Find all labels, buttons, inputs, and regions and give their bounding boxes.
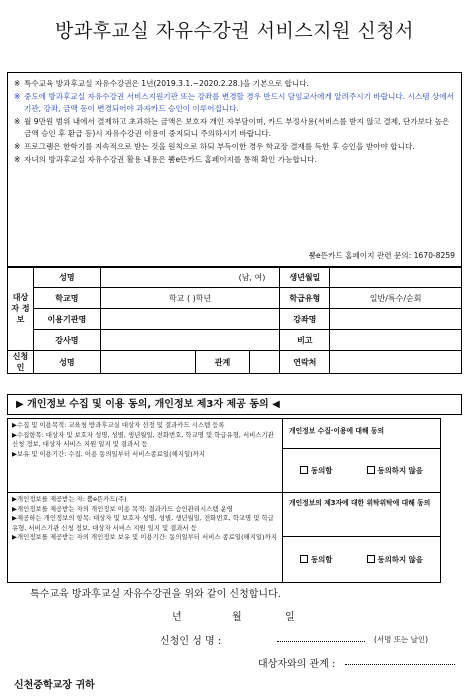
- contact-label: 연락처: [280, 351, 330, 374]
- gender-field[interactable]: (남, 여): [100, 267, 280, 288]
- third-party-agree-option[interactable]: 동의함: [300, 554, 332, 565]
- grade-field[interactable]: 학교 ( )학년: [100, 288, 280, 309]
- target-info-label: 대상자 정보: [8, 267, 34, 351]
- consent-choices: [283, 419, 440, 582]
- collection-agree-option[interactable]: 동의함: [300, 465, 332, 476]
- notice-line: ※ 프로그램은 한학기를 지속적으로 받는 것을 원칙으로 하되 부득이한 경우 학교장 결재를 득한 후 승인을 받아야 합니다.: [14, 141, 415, 151]
- applicant-label: 신청인: [8, 351, 34, 374]
- notice-line: ※ 중도에 방과후교실 자유수강권 서비스지원기관 또는 강좌를 변경할 경우 반드시 담임교사에게 알려주시기 바랍니다. 시스템 상에서 기관, 강좌, 금액 등이 변경되어야 과자카드 승인이 이루어집니다.: [14, 91, 454, 114]
- birth-field[interactable]: [330, 267, 462, 288]
- signature-label: 신청인 성 명 :: [160, 636, 222, 647]
- notice-line: ※ 특수교육 방과후교실 자유수강권은 1년(2019.3.1.~2020.2.28.)을 기본으로 합니다.: [14, 79, 309, 88]
- course-label: 강좌명: [280, 309, 330, 330]
- applicant-name-label: 성명: [33, 351, 100, 374]
- signature-note: (서명 또는 날인): [374, 635, 429, 644]
- applicant-name-field[interactable]: [100, 351, 195, 374]
- addressee: 신천중학교장 귀하: [14, 680, 95, 691]
- consent-box: [7, 418, 441, 583]
- third-party-disagree-option[interactable]: 동의하지 않음: [367, 554, 423, 565]
- note-field[interactable]: [330, 330, 462, 351]
- school-label: 학교명: [33, 288, 100, 309]
- notice-line: ※ 월 9만원 범위 내에서 결제하고 초과하는 금액은 보호자 개인 자부담이며, 카드 부정사용(서비스를 받지 않고 결제, 단가보다 높은 금액 승인 후 환급 등)시 자유수강권 이용이 중지되니 주의하시기 바랍니다.: [14, 116, 450, 139]
- notice-box: [7, 72, 462, 268]
- signature-line[interactable]: [277, 641, 365, 642]
- course-field[interactable]: [330, 309, 462, 330]
- collection-consent-question: 개인정보 수집·이용에 대해 동의: [283, 419, 440, 449]
- relation-line[interactable]: [345, 664, 455, 665]
- page-title: 방과후교실 자유수강권 서비스지원 신청서: [55, 20, 414, 42]
- instructor-label: 강사명: [33, 330, 100, 351]
- date-year-label: 년: [172, 612, 182, 623]
- institution-field[interactable]: [100, 309, 280, 330]
- note-label: 비고: [280, 330, 330, 351]
- consent-section-title: ▶ 개인정보 수집 및 이용 동의, 개인정보 제3자 제공 동의 ◀: [7, 394, 462, 415]
- class-type-label: 학급유형: [280, 288, 330, 309]
- collection-consent-options: [283, 449, 440, 493]
- relation-label: 관계: [195, 351, 250, 374]
- checkbox-icon[interactable]: [367, 555, 375, 563]
- institution-label: 이용기관명: [33, 309, 100, 330]
- collection-details: ▶수집 및 이용목적: 교육청 방과후교실 대상자 선정 및 결과카드 시스템 등록 ▶수집항목: 대상자 및 보호자 성명, 성별, 생년월일, 전화번호, 학교명 및 학급유형, 서비스기관 신청 정보, 대상자 서비스 지원 일지 및 결과서 등 ▶보유 및 이용기간: 수집, 이용 동의일부터 서비스종료일(해지일)까지: [8, 419, 282, 493]
- name-label: 성명: [33, 267, 100, 288]
- birth-label: 생년월일: [280, 267, 330, 288]
- consent-details: [8, 419, 283, 582]
- checkbox-icon[interactable]: [367, 466, 375, 474]
- notice-line: ※ 자녀의 방과후교실 자유수강권 활용 내용은 뿜e뜬카드 홈페이지를 통해 확인 가능합니다.: [14, 154, 317, 164]
- checkbox-icon[interactable]: [300, 466, 308, 474]
- third-party-consent-options: [283, 537, 440, 581]
- collection-disagree-option[interactable]: 동의하지 않음: [367, 465, 423, 476]
- date-month-label: 월: [232, 612, 242, 623]
- class-type-field[interactable]: 일반/특수/순회: [330, 288, 462, 309]
- applicant-table: [7, 266, 462, 374]
- relation-statement-label: 대상자와의 관계 :: [258, 659, 336, 670]
- date-day-label: 일: [285, 612, 295, 623]
- third-party-consent-question: 개인정보의 제3자에 대한 위탁위탁에 대해 동의: [283, 493, 440, 537]
- application-statement: 특수교육 방과후교실 자유수강권을 위와 같이 신청합니다.: [30, 589, 281, 600]
- checkbox-icon[interactable]: [300, 555, 308, 563]
- third-party-details: ▶개인정보를 제공받는 자: 뿜e뜬카드(주) ▶개인정보를 제공받는 자의 개인정보 이용 목적: 결과카드 승인관리시스템 운영 ▶제공하는 개인정보의 항목: 대상자 및 보호자 성명, 성별, 생년월일, 전화번호, 학교명 및 학급유형, 서비스기관 신청 정보, 대상자 서비스 지원 일지 및 결과서 등 ▶개인정보를 제공받는 자의 개인정보 보유 및 이용기간: 동의일부터 서비스 종료일(해지일)까지: [12, 495, 277, 542]
- contact-info: 뿜e뜬카드 홈페이지 관련 문의: 1670-8259: [308, 251, 455, 261]
- relation-field[interactable]: [250, 351, 280, 374]
- contact-field[interactable]: [330, 351, 462, 374]
- instructor-field[interactable]: [100, 330, 280, 351]
